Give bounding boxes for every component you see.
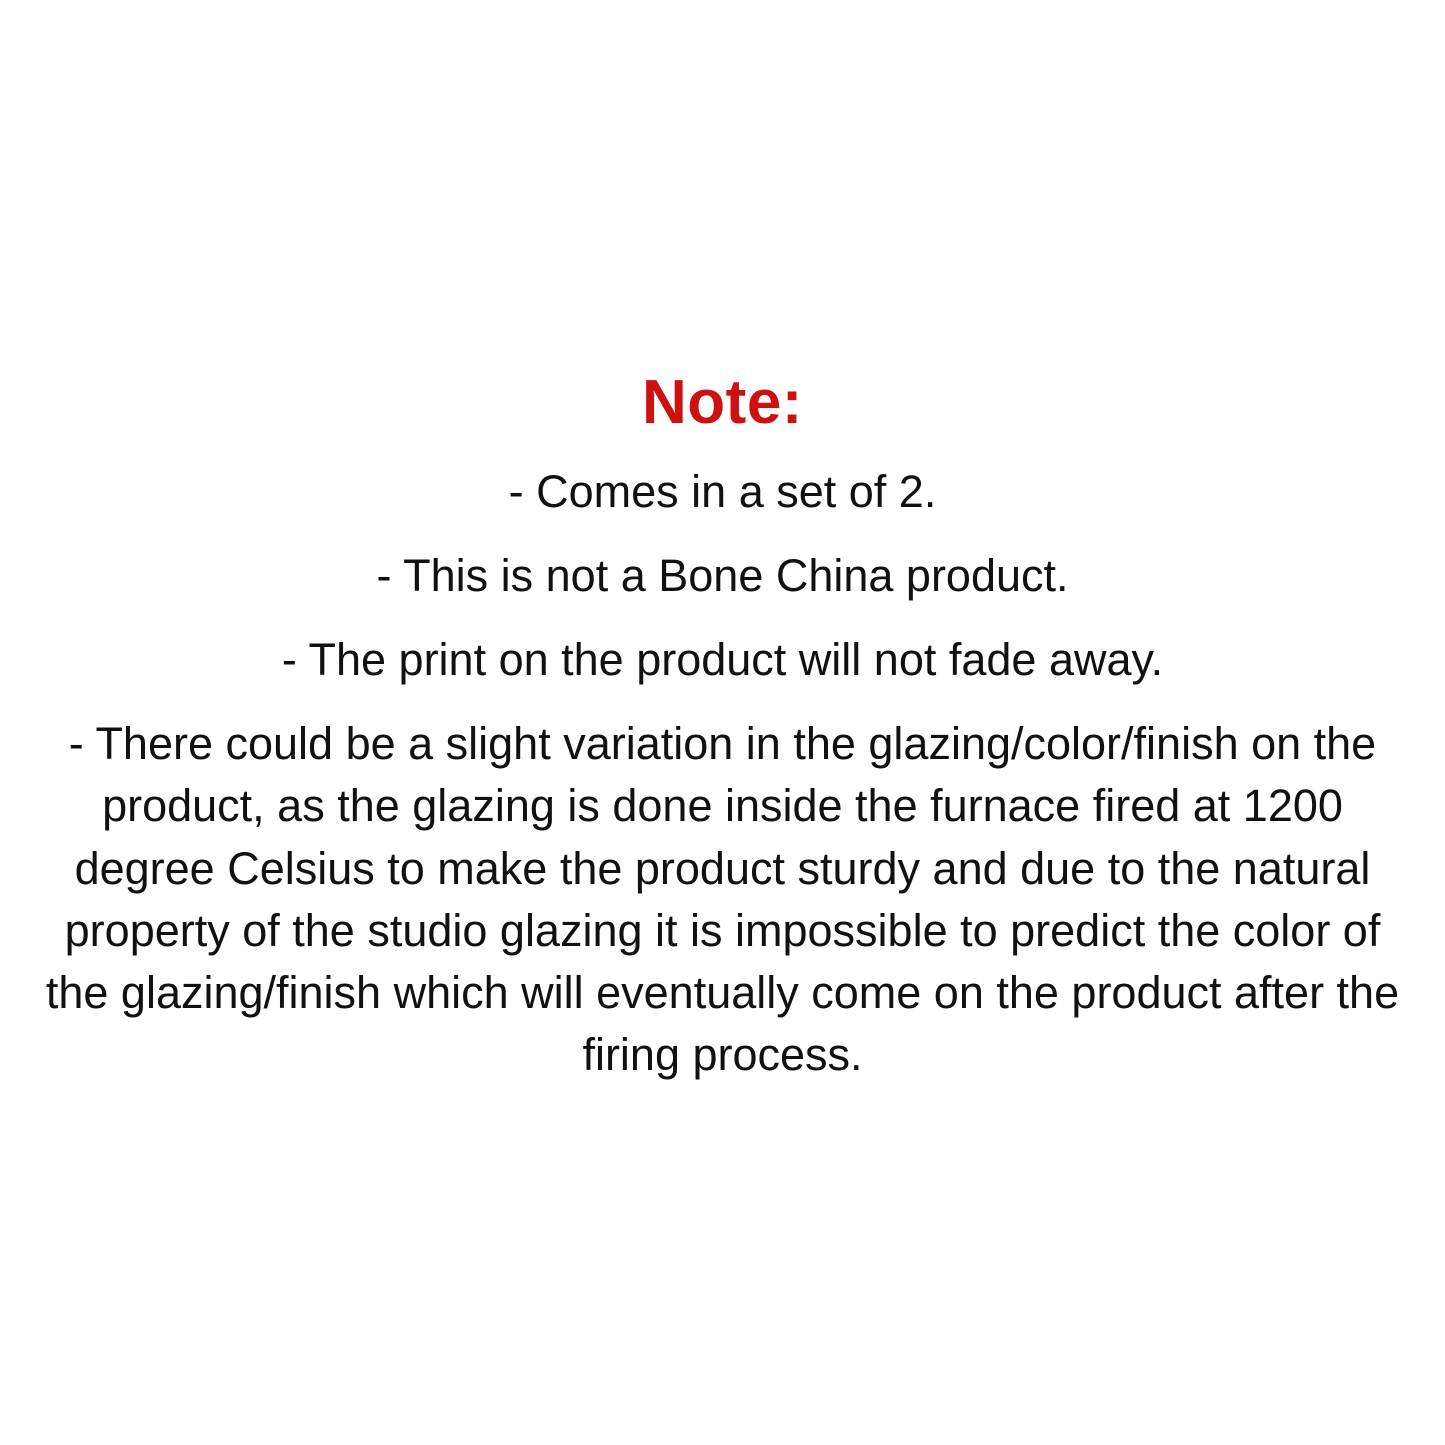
note-line-glazing-variation: - There could be a slight variation in the glazing/color/finish on the product, as the glazing is done inside the furnace fired at 1200 degree Celsius to make the product sturdy and due to the natural property of the studio glazing it is impossible to predict the color of the glazing/finish which will eventually come on the product after the firing process. [45,718,1400,1080]
note-line-not-bone-china: - This is not a Bone China product. [376,550,1069,602]
note-title: Note: [642,368,803,437]
note-line-set-of-2: - Comes in a set of 2. [508,466,937,518]
note-line-print-no-fade: - The print on the product will not fade away. [281,634,1164,686]
note-body [23,461,1423,1086]
